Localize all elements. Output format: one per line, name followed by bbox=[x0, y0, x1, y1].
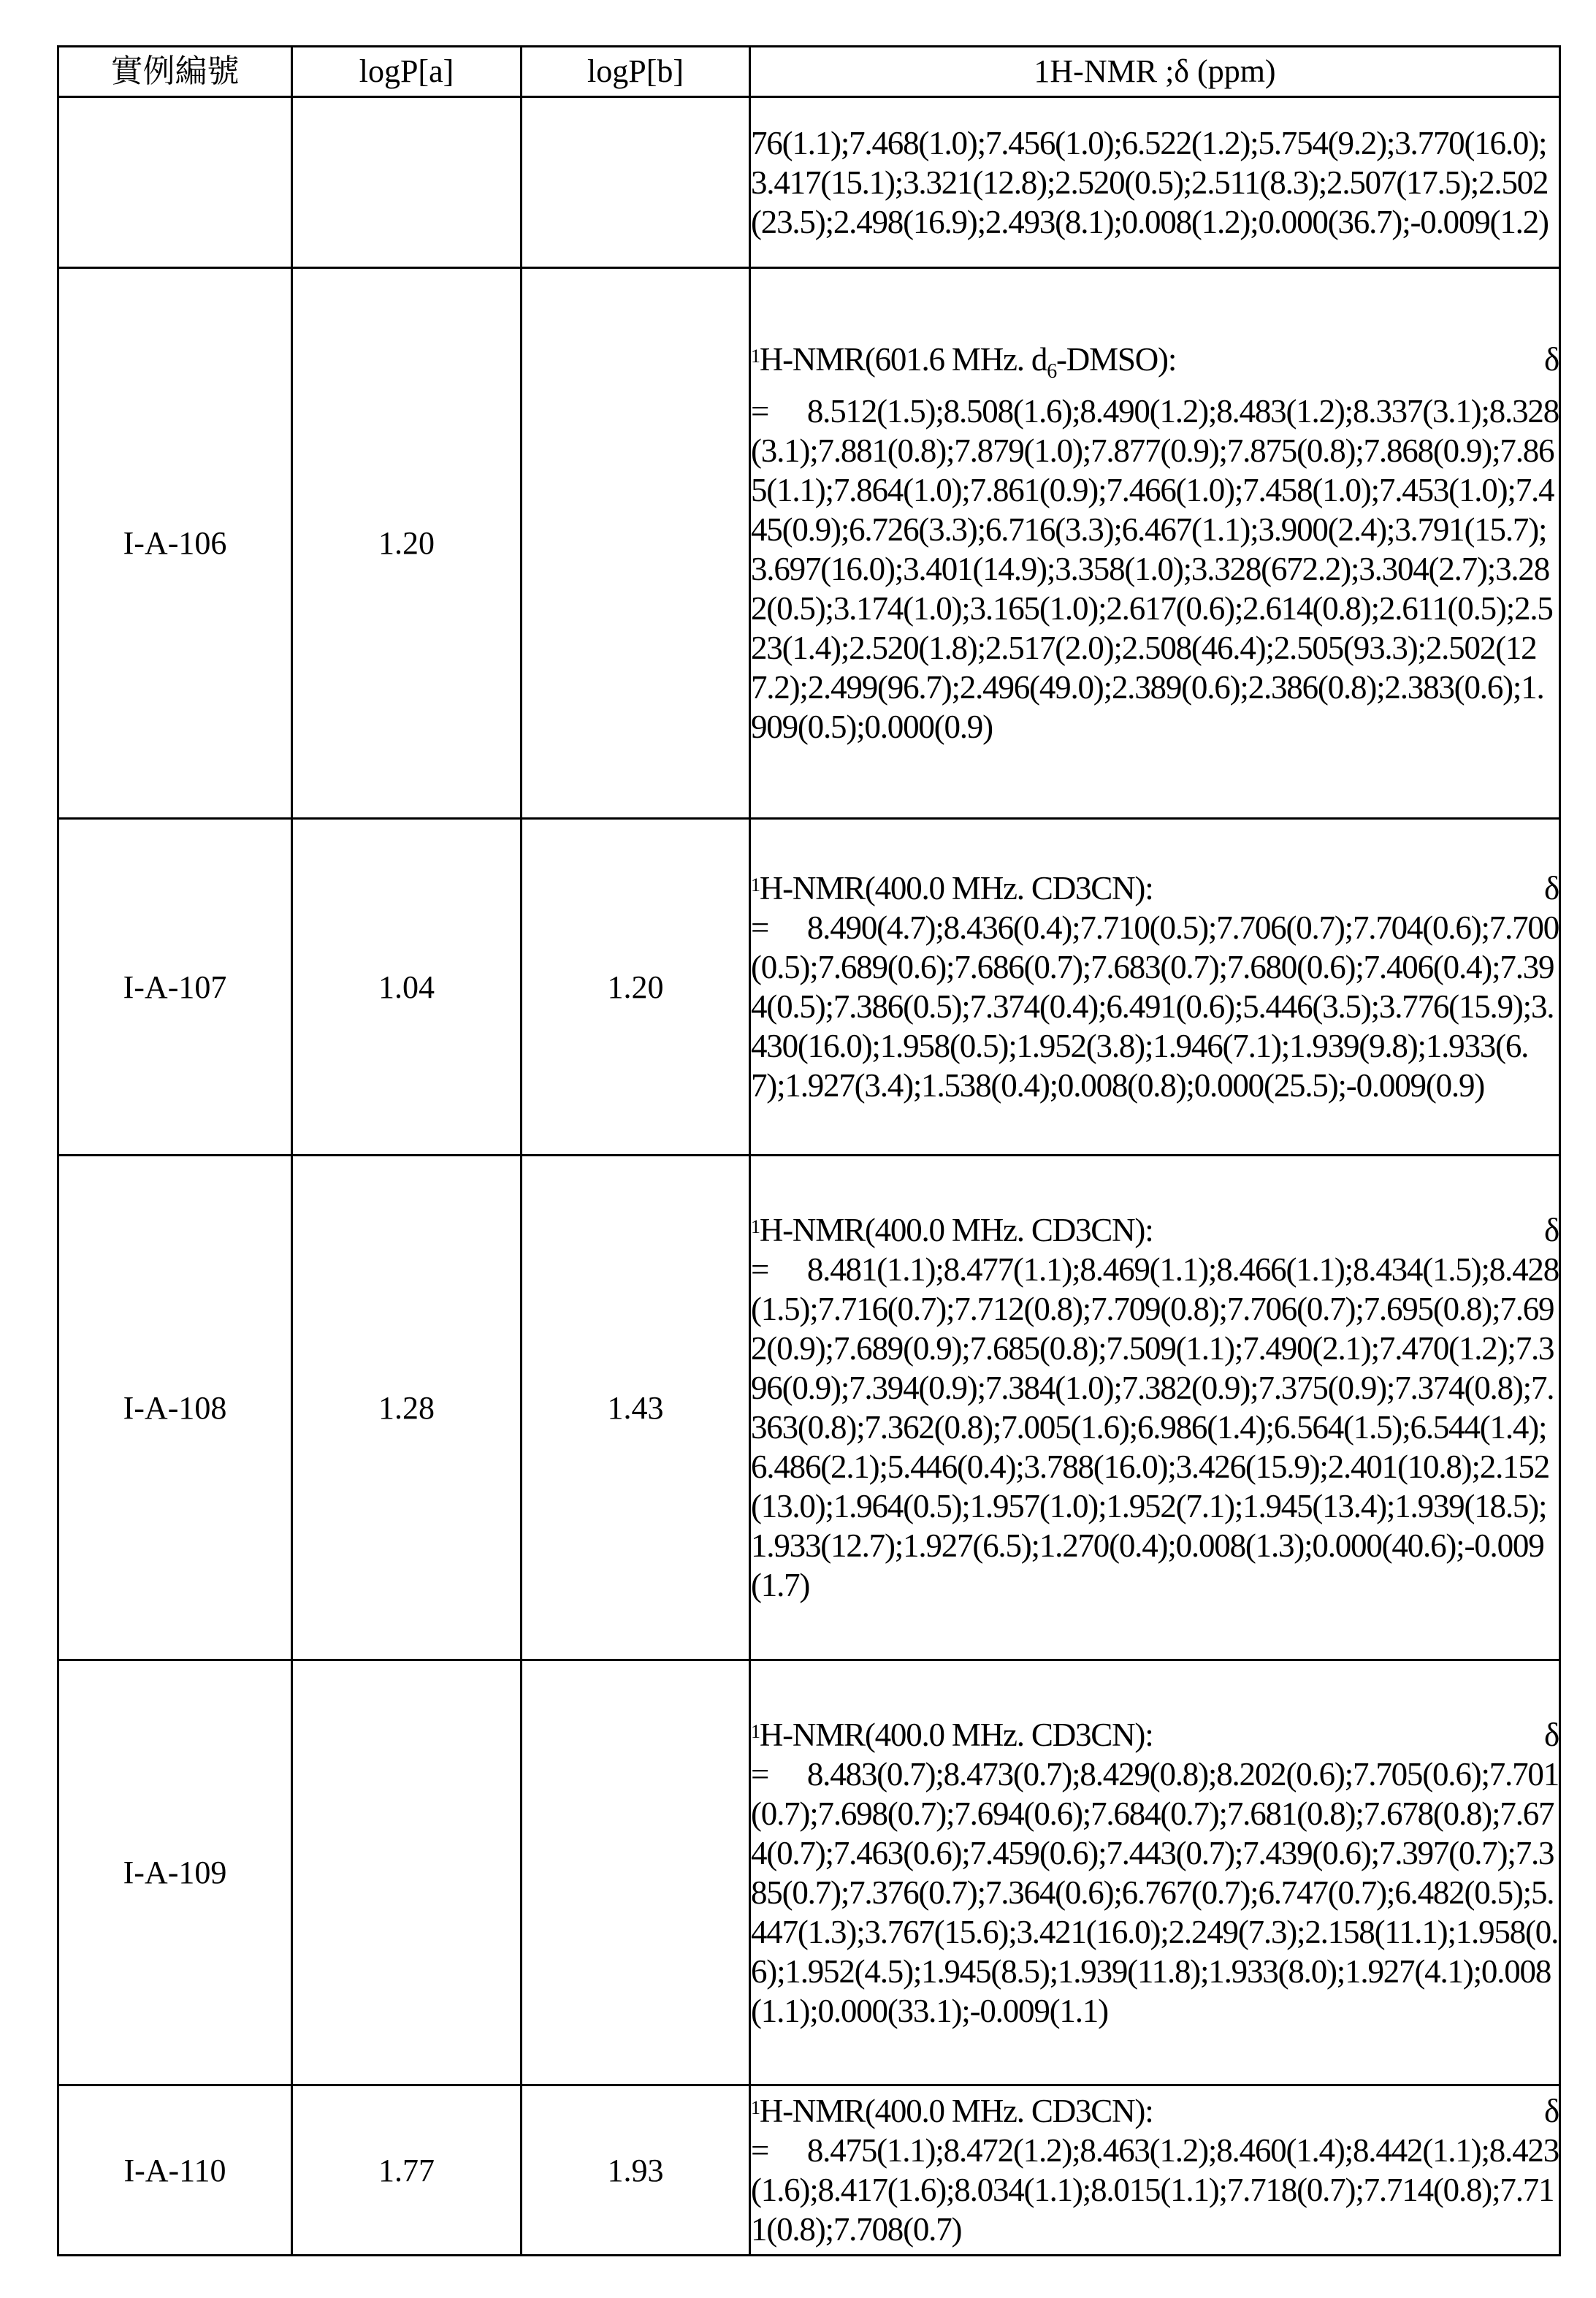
logp-a-cell: 1.77 bbox=[292, 2085, 522, 2256]
logp-b-cell: 1.93 bbox=[522, 2085, 750, 2256]
nmr-header-line bbox=[751, 1210, 1559, 1250]
example-id-cell bbox=[58, 97, 292, 268]
nmr-values: 8.475(1.1);8.472(1.2);8.463(1.2);8.460(1.4);8.442(1.1);8.423(1.6);8.417(1.6);8.034(1.1);8.015(1.1);7.718(0.7);7.714(0.8);7.711(0.8);7.708(0.7) bbox=[751, 2132, 1559, 2248]
nmr-header-line bbox=[751, 2091, 1559, 2131]
logp-a-cell: 1.20 bbox=[292, 268, 522, 819]
equals-sign: = bbox=[751, 1251, 769, 1288]
nmr-values: 76(1.1);7.468(1.0);7.456(1.0);6.522(1.2);5.754(9.2);3.770(16.0);3.417(15.1);3.321(12.8);2.520(0.5);2.511(8.3);2.507(17.5);2.502(23.5);2.498(16.9);2.493(8.1);0.008(1.2);0.000(36.7);-0.009(1.2) bbox=[751, 124, 1549, 240]
nmr-instrument: $^1$H-NMR(601.6 MHz. $d_6-DMSO$): bbox=[751, 341, 1177, 383]
table-row bbox=[58, 1660, 1560, 2085]
delta-symbol: δ bbox=[1543, 2093, 1559, 2129]
equals-sign: = bbox=[751, 2132, 769, 2169]
nmr-instrument: $^1$H-NMR(400.0 MHz. CD3CN): bbox=[751, 1212, 1153, 1248]
example-id-cell: I-A-107 bbox=[58, 819, 292, 1156]
table-row bbox=[58, 2085, 1560, 2256]
logp-b-cell bbox=[522, 1660, 750, 2085]
delta-symbol: δ bbox=[1543, 1716, 1559, 1753]
nmr-cell bbox=[750, 819, 1560, 1156]
header-nmr: 1H-NMR ;δ (ppm) bbox=[750, 47, 1560, 97]
header-logp-b: logP[b] bbox=[522, 47, 750, 97]
nmr-cell bbox=[750, 1660, 1560, 2085]
delta-symbol: δ bbox=[1543, 870, 1559, 906]
nmr-instrument: $^1$H-NMR(400.0 MHz. CD3CN): bbox=[751, 2093, 1153, 2129]
nmr-values: 8.512(1.5);8.508(1.6);8.490(1.2);8.483(1.2);8.337(3.1);8.328(3.1);7.881(0.8);7.879(1.0);7.877(0.9);7.875(0.8);7.868(0.9);7.865(1.1);7.864(1.0);7.861(0.9);7.466(1.0);7.458(1.0);7.453(1.0);7.445(0.9);6.726(3.3);6.716(3.3);6.467(1.1);3.900(2.4);3.791(15.7);3.697(16.0);3.401(14.9);3.358(1.0);3.328(672.2);3.304(2.7);3.282(0.5);3.174(1.0);3.165(1.0);2.617(0.6);2.614(0.8);2.611(0.5);2.523(1.4);2.520(1.8);2.517(2.0);2.508(46.4);2.505(93.3);2.502(127.2);2.499(96.7);2.496(49.0);2.389(0.6);2.386(0.8);2.383(0.6);1.909(0.5);0.000(0.9) bbox=[751, 393, 1559, 745]
nmr-cell bbox=[750, 97, 1560, 268]
logp-a-cell bbox=[292, 97, 522, 268]
nmr-data-table bbox=[57, 45, 1561, 2256]
table-header-row bbox=[58, 47, 1560, 97]
example-id-cell: I-A-109 bbox=[58, 1660, 292, 2085]
table-row bbox=[58, 1156, 1560, 1660]
nmr-header-line bbox=[751, 340, 1559, 392]
logp-b-cell: 1.20 bbox=[522, 819, 750, 1156]
example-id-cell: I-A-106 bbox=[58, 268, 292, 819]
logp-b-cell bbox=[522, 268, 750, 819]
table-row bbox=[58, 268, 1560, 819]
delta-symbol: δ bbox=[1543, 1212, 1559, 1248]
nmr-instrument: $^1$H-NMR(400.0 MHz. CD3CN): bbox=[751, 870, 1153, 906]
logp-a-cell: 1.04 bbox=[292, 819, 522, 1156]
example-id-cell: I-A-108 bbox=[58, 1156, 292, 1660]
nmr-header-line bbox=[751, 1715, 1559, 1755]
table-row bbox=[58, 819, 1560, 1156]
nmr-cell bbox=[750, 1156, 1560, 1660]
equals-sign: = bbox=[751, 909, 769, 946]
example-id-cell: I-A-110 bbox=[58, 2085, 292, 2256]
delta-symbol: δ bbox=[1543, 341, 1559, 378]
nmr-instrument: $^1$H-NMR(400.0 MHz. CD3CN): bbox=[751, 1716, 1153, 1753]
table-row bbox=[58, 97, 1560, 268]
logp-b-cell: 1.43 bbox=[522, 1156, 750, 1660]
header-logp-a: logP[a] bbox=[292, 47, 522, 97]
nmr-values: 8.490(4.7);8.436(0.4);7.710(0.5);7.706(0.7);7.704(0.6);7.700(0.5);7.689(0.6);7.686(0.7);7.683(0.7);7.680(0.6);7.406(0.4);7.394(0.5);7.386(0.5);7.374(0.4);6.491(0.6);5.446(3.5);3.776(15.9);3.430(16.0);1.958(0.5);1.952(3.8);1.946(7.1);1.939(9.8);1.933(6.7);1.927(3.4);1.538(0.4);0.008(0.8);0.000(25.5);-0.009(0.9) bbox=[751, 909, 1559, 1104]
equals-sign: = bbox=[751, 1755, 769, 1793]
equals-sign: = bbox=[751, 393, 769, 430]
nmr-cell bbox=[750, 268, 1560, 819]
nmr-cell bbox=[750, 2085, 1560, 2256]
header-example-number: 實例編號 bbox=[58, 47, 292, 97]
nmr-values: 8.483(0.7);8.473(0.7);8.429(0.8);8.202(0.6);7.705(0.6);7.701(0.7);7.698(0.7);7.694(0.6);7.684(0.7);7.681(0.8);7.678(0.8);7.674(0.7);7.463(0.6);7.459(0.6);7.443(0.7);7.439(0.6);7.397(0.7);7.385(0.7);7.376(0.7);7.364(0.6);6.767(0.7);6.747(0.7);6.482(0.5);5.447(1.3);3.767(15.6);3.421(16.0);2.249(7.3);2.158(11.1);1.958(0.6);1.952(4.5);1.945(8.5);1.939(11.8);1.933(8.0);1.927(4.1);0.008(1.1);0.000(33.1);-0.009(1.1) bbox=[751, 1755, 1559, 2029]
logp-a-cell: 1.28 bbox=[292, 1156, 522, 1660]
logp-b-cell bbox=[522, 97, 750, 268]
nmr-values: 8.481(1.1);8.477(1.1);8.469(1.1);8.466(1.1);8.434(1.5);8.428(1.5);7.716(0.7);7.712(0.8);7.709(0.8);7.706(0.7);7.695(0.8);7.692(0.9);7.689(0.9);7.685(0.8);7.509(1.1);7.490(2.1);7.470(1.2);7.396(0.9);7.394(0.9);7.384(1.0);7.382(0.9);7.375(0.9);7.374(0.8);7.363(0.8);7.362(0.8);7.005(1.6);6.986(1.4);6.564(1.5);6.544(1.4);6.486(2.1);5.446(0.4);3.788(16.0);3.426(15.9);2.401(10.8);2.152(13.0);1.964(0.5);1.957(1.0);1.952(7.1);1.945(13.4);1.939(18.5);1.933(12.7);1.927(6.5);1.270(0.4);0.008(1.3);0.000(40.6);-0.009(1.7) bbox=[751, 1251, 1559, 1603]
nmr-header-line bbox=[751, 869, 1559, 908]
logp-a-cell bbox=[292, 1660, 522, 2085]
